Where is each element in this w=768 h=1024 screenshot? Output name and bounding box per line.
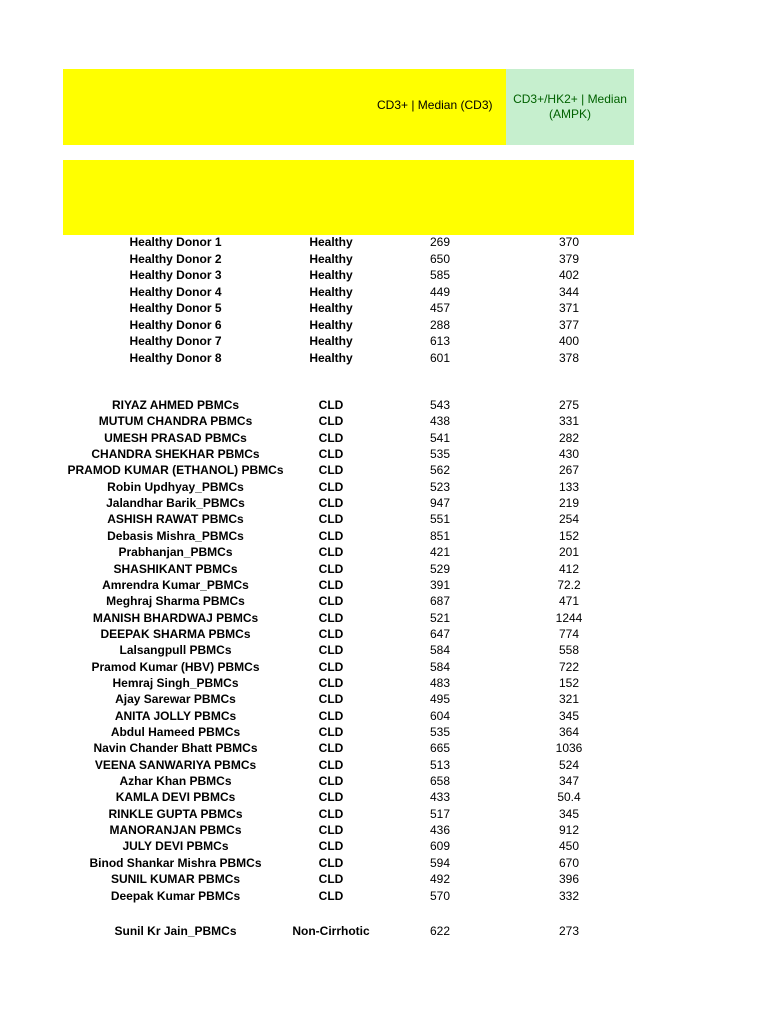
group-label: Healthy [309,317,353,332]
group-label: CLD [318,774,344,789]
group-label: CLD [318,610,344,625]
cd3-median-value: 947 [429,496,451,511]
cd3-median-value: 609 [429,839,451,854]
table-row [63,773,634,789]
table-row [63,923,634,939]
table-row [63,691,634,707]
table-row [63,838,634,854]
ampk-median-value: 273 [558,924,580,938]
table-row [63,724,634,740]
table-row [63,855,634,871]
group-label: Healthy [309,235,353,249]
sample-name: MANISH BHARDWAJ PBMCs [92,610,259,625]
ampk-median-value: 345 [558,708,580,723]
group-label: CLD [318,741,344,756]
header-ampk-median: CD3+/HK2+ | Median (AMPK) [513,92,627,121]
ampk-median-value: 412 [558,561,580,576]
cd3-median-value: 269 [429,235,451,249]
sample-name: Healthy Donor 2 [129,251,222,266]
group-label: CLD [318,823,344,838]
ampk-median-value: 254 [558,512,580,527]
ampk-median-value: 50.4 [557,790,581,805]
table-row [63,333,634,349]
ampk-median-value: 402 [558,268,580,282]
sample-name: Meghraj Sharma PBMCs [106,594,245,609]
sample-name: Ajay Sarewar PBMCs [115,692,236,707]
sample-name: JULY DEVI PBMCs [122,839,229,854]
ampk-median-value: 282 [558,430,580,445]
ampk-median-value: 558 [558,643,580,658]
table-row [63,789,634,805]
ampk-median-value: 201 [558,545,580,560]
ampk-median-value: 152 [558,675,580,690]
table-row [63,528,634,544]
sample-name: MUTUM CHANDRA PBMCs [98,414,253,429]
sample-name: Azhar Khan PBMCs [119,774,232,789]
sample-name: RIYAZ AHMED PBMCs [111,398,240,412]
sample-name: Healthy Donor 6 [129,317,222,332]
group-label: CLD [318,790,344,805]
ampk-median-value: 72.2 [557,577,581,592]
ampk-median-value: 133 [558,479,580,494]
table-row [63,757,634,773]
cd3-median-value: 535 [429,725,451,739]
sample-name: UMESH PRASAD PBMCs [104,430,247,445]
cd3-median-value: 457 [429,301,451,315]
sample-name: Binod Shankar Mishra PBMCs [89,855,262,870]
cd3-median-value: 421 [429,545,451,560]
group-label: Non-Cirrhotic [292,924,370,938]
group-label: CLD [318,725,344,739]
cd3-median-value: 433 [429,790,451,805]
sample-name: SUNIL KUMAR PBMCs [110,872,241,887]
cd3-median-value: 650 [429,251,451,266]
sample-name: Healthy Donor 8 [129,350,222,365]
cd3-median-value: 483 [429,675,451,690]
sample-name: Healthy Donor 5 [129,301,222,315]
sample-name: Prabhanjan_PBMCs [118,545,233,560]
table-row [63,430,634,446]
table-row [63,350,634,366]
group-label: CLD [318,463,344,478]
table-row [63,317,634,333]
sample-name: ASHISH RAWAT PBMCs [107,512,244,527]
ampk-median-value: 670 [558,855,580,870]
sample-name: Healthy Donor 3 [129,268,222,282]
group-label: CLD [318,430,344,445]
ampk-median-value: 275 [558,398,580,412]
table-row [63,234,634,250]
ampk-median-value: 396 [558,872,580,887]
table-row [63,871,634,887]
group-label: Healthy [309,251,353,266]
ampk-median-value: 378 [558,350,580,365]
cd3-median-value: 551 [429,512,451,527]
group-label: CLD [318,545,344,560]
group-label: CLD [318,528,344,543]
sample-name: Deepak Kumar PBMCs [110,888,241,903]
cd3-median-value: 535 [429,447,451,462]
cd3-median-value: 492 [429,872,451,887]
table-row [63,577,634,593]
ampk-median-value: 722 [558,659,580,674]
sample-name: Pramod Kumar (HBV) PBMCs [91,659,260,674]
group-label: CLD [318,561,344,576]
ampk-median-value: 450 [558,839,580,854]
group-label: Healthy [309,284,353,299]
sample-name: ANITA JOLLY PBMCs [114,708,237,723]
ampk-median-value: 379 [558,251,580,266]
cd3-median-value: 541 [429,430,451,445]
group-label: CLD [318,447,344,462]
ampk-median-value: 344 [558,284,580,299]
sample-name: Abdul Hameed PBMCs [110,725,241,739]
cd3-median-value: 543 [429,398,451,412]
group-label: CLD [318,806,344,821]
cd3-median-value: 288 [429,317,451,332]
ampk-median-value: 774 [558,626,580,641]
sample-name: Navin Chander Bhatt PBMCs [93,741,258,756]
group-label: Healthy [309,268,353,282]
ampk-median-value: 430 [558,447,580,462]
table-row [63,626,634,642]
table-row [63,888,634,904]
group-label: CLD [318,479,344,494]
group-label: Healthy [309,301,353,315]
cd3-median-value: 529 [429,561,451,576]
group-label: CLD [318,757,344,772]
ampk-median-value: 524 [558,757,580,772]
sample-name: Hemraj Singh_PBMCs [112,675,239,690]
cd3-median-value: 584 [429,643,451,658]
sample-name: DEEPAK SHARMA PBMCs [100,626,251,641]
sample-name: Amrendra Kumar_PBMCs [102,577,249,592]
cd3-median-value: 438 [429,414,451,429]
table-row [63,284,634,300]
cd3-median-value: 851 [429,528,451,543]
cd3-median-value: 613 [429,334,451,348]
ampk-median-value: 347 [558,774,580,789]
table-row [63,610,634,626]
cd3-median-value: 513 [429,757,451,772]
table-row [63,462,634,478]
ampk-median-value: 370 [558,235,580,249]
table-row [63,511,634,527]
sample-name: Lalsangpull PBMCs [119,643,232,658]
table-row [63,659,634,675]
ampk-median-value: 331 [558,414,580,429]
group-label: CLD [318,692,344,707]
table-row [63,642,634,658]
sample-name: Healthy Donor 1 [129,235,222,249]
header-cd3-median: CD3+ | Median (CD3) [377,98,493,112]
table-row [63,300,634,316]
sample-name: Debasis Mishra_PBMCs [107,528,244,543]
ampk-median-value: 267 [558,463,580,478]
group-label: Healthy [309,334,353,348]
cd3-median-value: 665 [429,741,451,756]
cd3-median-value: 594 [429,855,451,870]
cd3-median-value: 495 [429,692,451,707]
cd3-median-value: 521 [429,610,451,625]
table-row [63,495,634,511]
group-label: CLD [318,659,344,674]
group-label: CLD [318,512,344,527]
table-row [63,267,634,283]
ampk-median-value: 345 [558,806,580,821]
table-row [63,251,634,267]
cd3-median-value: 622 [429,924,451,938]
table-row [63,446,634,462]
table-row [63,822,634,838]
sample-name: VEENA SANWARIYA PBMCs [94,757,257,772]
cd3-median-value: 523 [429,479,451,494]
table-row [63,806,634,822]
group-label: CLD [318,643,344,658]
ampk-median-value: 152 [558,528,580,543]
ampk-median-value: 471 [558,594,580,609]
ampk-median-value: 219 [558,496,580,511]
ampk-median-value: 1036 [555,741,583,756]
group-label: CLD [318,398,344,412]
cd3-median-value: 687 [429,594,451,609]
cd3-median-value: 562 [429,463,451,478]
sample-name: SHASHIKANT PBMCs [113,561,238,576]
table-row [63,413,634,429]
cd3-median-value: 391 [429,577,451,592]
sample-name: Robin Updhyay_PBMCs [107,479,244,494]
sample-name: Healthy Donor 7 [129,334,222,348]
table-row [63,708,634,724]
group-label: CLD [318,872,344,887]
table-row [63,561,634,577]
group-label: CLD [318,594,344,609]
cd3-median-value: 584 [429,659,451,674]
ampk-median-value: 364 [558,725,580,739]
cd3-median-value: 449 [429,284,451,299]
table-row [63,397,634,413]
ampk-median-value: 371 [558,301,580,315]
sample-name: Jalandhar Barik_PBMCs [106,496,245,511]
table-row [63,740,634,756]
group-label: Healthy [309,350,353,365]
cd3-median-value: 604 [429,708,451,723]
cd3-median-value: 647 [429,626,451,641]
sample-name: Healthy Donor 4 [129,284,222,299]
sample-name: MANORANJAN PBMCs [109,823,242,838]
header-ampk-median-cell [506,69,634,145]
table-row [63,544,634,560]
sample-name: PRAMOD KUMAR (ETHANOL) PBMCs [67,463,284,478]
sample-name: Sunil Kr Jain_PBMCs [114,924,237,938]
cd3-median-value: 601 [429,350,451,365]
ampk-median-value: 1244 [555,610,583,625]
group-label: CLD [318,675,344,690]
table-row [63,593,634,609]
ampk-median-value: 400 [558,334,580,348]
cd3-median-value: 517 [429,806,451,821]
sample-name: CHANDRA SHEKHAR PBMCs [91,447,260,462]
ampk-median-value: 332 [558,888,580,903]
group-label: CLD [318,626,344,641]
group-label: CLD [318,839,344,854]
cd3-median-value: 658 [429,774,451,789]
group-label: CLD [318,708,344,723]
header-band-bottom [63,160,634,235]
sample-name: KAMLA DEVI PBMCs [115,790,236,805]
ampk-median-value: 321 [558,692,580,707]
table-row [63,479,634,495]
group-label: CLD [318,414,344,429]
ampk-median-value: 912 [558,823,580,838]
cd3-median-value: 570 [429,888,451,903]
group-label: CLD [318,888,344,903]
table-row [63,675,634,691]
group-label: CLD [318,577,344,592]
group-label: CLD [318,496,344,511]
cd3-median-value: 436 [429,823,451,838]
sample-name: RINKLE GUPTA PBMCs [108,806,243,821]
ampk-median-value: 377 [558,317,580,332]
cd3-median-value: 585 [429,268,451,282]
group-label: CLD [318,855,344,870]
